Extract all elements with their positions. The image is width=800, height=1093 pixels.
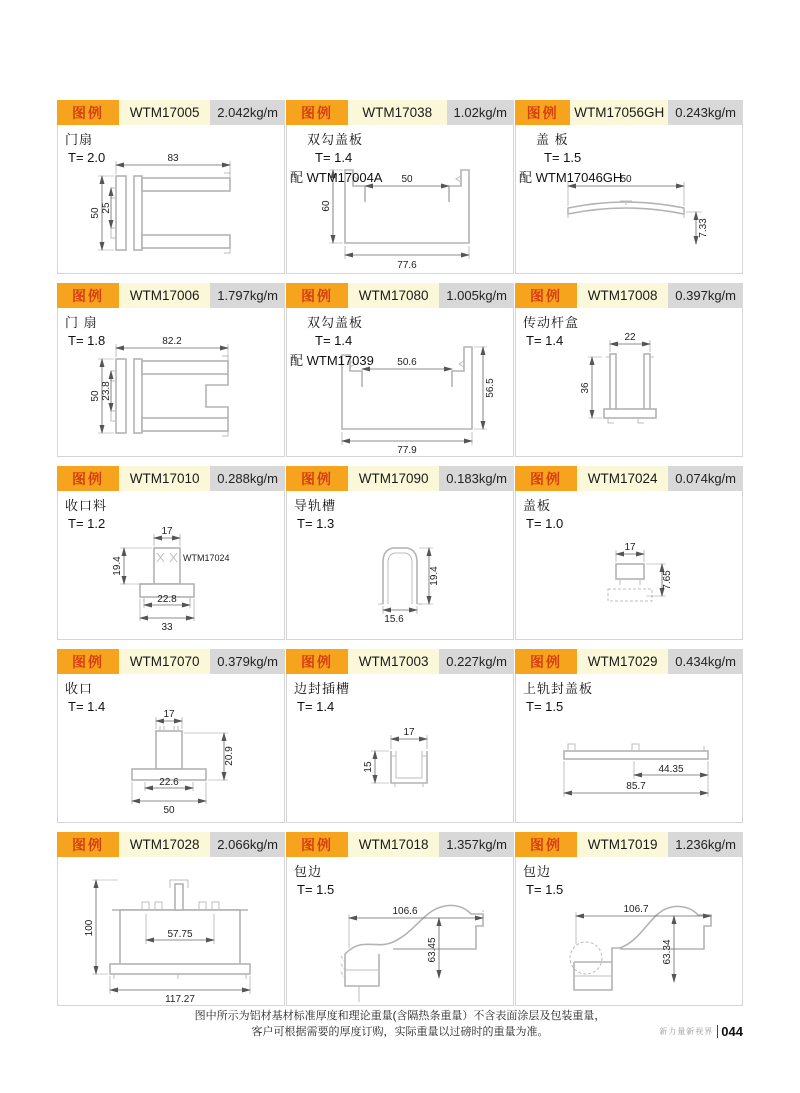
footer-note-line2: 客户可根据需要的厚度订购，实际重量以过磅时的重量为准。 <box>251 1026 549 1038</box>
profile-card <box>515 832 743 1006</box>
card-body <box>57 125 285 274</box>
profile-outline <box>378 548 422 604</box>
profile-name: 边封插槽 <box>294 681 351 696</box>
dimension-label: 33 <box>161 622 173 633</box>
legend-badge: 图例 <box>286 832 348 857</box>
profile-name: 门 扇 <box>65 315 98 330</box>
profile-grid <box>57 100 743 1006</box>
match-note: 配 WTM17004A <box>290 170 383 185</box>
legend-badge: 图例 <box>515 283 577 308</box>
profile-name: 传动杆盒 <box>523 315 580 330</box>
profile-card <box>515 100 743 274</box>
weight-value: 0.243kg/m <box>668 100 743 125</box>
card-body <box>286 308 514 457</box>
thickness-value: T= 1.4 <box>297 699 335 714</box>
dimension-label: 106.6 <box>392 906 418 917</box>
dimension-label: 25 <box>101 202 112 214</box>
profile-card <box>515 283 743 457</box>
model-number: WTM17003 <box>348 649 439 674</box>
profile-outline <box>608 564 652 601</box>
model-number: WTM17038 <box>348 100 447 125</box>
weight-value: 2.066kg/m <box>210 832 285 857</box>
model-number: WTM17018 <box>348 832 439 857</box>
profile-drawing <box>58 857 284 1005</box>
card-header <box>57 649 285 674</box>
footer-divider <box>717 1025 718 1038</box>
dimension-label: 117.27 <box>165 994 195 1005</box>
legend-badge: 图例 <box>286 466 348 491</box>
weight-value: 1.02kg/m <box>447 100 514 125</box>
profile-outline <box>564 744 708 759</box>
card-header <box>515 283 743 308</box>
card-header <box>286 649 514 674</box>
dimension-label: 60 <box>321 200 332 212</box>
thickness-value: T= 1.2 <box>68 516 106 531</box>
model-number: WTM17005 <box>119 100 210 125</box>
profile-outline <box>568 201 684 218</box>
dimension-label: 22.6 <box>159 777 179 788</box>
profile-name: 上轨封盖板 <box>523 681 594 696</box>
profile-card <box>515 466 743 640</box>
profile-card <box>57 100 285 274</box>
card-header <box>286 283 514 308</box>
weight-value: 0.183kg/m <box>439 466 514 491</box>
legend-badge: 图例 <box>57 100 119 125</box>
card-header <box>515 832 743 857</box>
dimension-label: 77.9 <box>397 445 417 456</box>
legend-badge: 图例 <box>57 283 119 308</box>
model-number: WTM17029 <box>577 649 668 674</box>
weight-value: 1.236kg/m <box>668 832 743 857</box>
thickness-value: T= 1.5 <box>544 150 582 165</box>
dimension-label: 44.35 <box>658 764 684 775</box>
dimension-label: 23.8 <box>101 381 112 401</box>
dimension-label: 50 <box>90 207 101 219</box>
thickness-value: T= 1.4 <box>315 150 353 165</box>
weight-value: 0.397kg/m <box>668 283 743 308</box>
profile-name: 双勾盖板 <box>307 315 364 330</box>
model-number: WTM17024 <box>577 466 668 491</box>
card-body <box>515 125 743 274</box>
thickness-value: T= 2.0 <box>68 150 106 165</box>
match-note: 配 WTM17046GH <box>519 170 623 185</box>
dimension-label: 50 <box>163 805 175 816</box>
dimension-label: 20.9 <box>224 746 235 766</box>
card-body <box>286 491 514 640</box>
legend-badge: 图例 <box>515 649 577 674</box>
dimension-label: 22 <box>624 332 636 343</box>
dimension-label: 15 <box>363 761 374 773</box>
weight-value: 1.797kg/m <box>210 283 285 308</box>
profile-card <box>57 466 285 640</box>
dimension-label: 100 <box>84 919 95 937</box>
thickness-value: T= 1.5 <box>297 882 335 897</box>
profile-card <box>57 283 285 457</box>
card-body <box>57 491 285 640</box>
model-number: WTM17010 <box>119 466 210 491</box>
thickness-value: T= 1.4 <box>315 333 353 348</box>
profile-card <box>57 649 285 823</box>
dimension-label: 36 <box>580 382 591 394</box>
profile-card <box>286 100 514 274</box>
profile-name: 收口料 <box>65 498 108 513</box>
dimension-label: 50 <box>90 390 101 402</box>
profile-card <box>515 649 743 823</box>
profile-name: 双勾盖板 <box>307 132 364 147</box>
dimension-label: 7.65 <box>662 570 673 590</box>
card-header <box>515 100 743 125</box>
dimension-label: 57.75 <box>167 929 193 940</box>
profile-card <box>286 649 514 823</box>
profile-name: 盖 板 <box>536 132 569 147</box>
weight-value: 0.434kg/m <box>668 649 743 674</box>
dimension-label: 19.4 <box>112 556 123 576</box>
model-number: WTM17056GH <box>570 100 668 125</box>
card-header <box>286 100 514 125</box>
weight-value: 1.357kg/m <box>439 832 514 857</box>
card-header <box>286 832 514 857</box>
legend-badge: 图例 <box>286 283 348 308</box>
legend-badge: 图例 <box>515 466 577 491</box>
card-header <box>515 649 743 674</box>
profile-outline <box>604 354 656 423</box>
dimension-label: 17 <box>403 727 415 738</box>
dimension-label: 7.33 <box>698 218 709 238</box>
footer-note-line1: 图中所示为铝材基材标准厚度和理论重量(含隔热条重量）不含表面涂层及包装重量， <box>194 1010 606 1022</box>
model-number: WTM17028 <box>119 832 210 857</box>
dimension-label: 17 <box>163 709 175 720</box>
thickness-value: T= 1.0 <box>526 516 564 531</box>
thickness-value: T= 1.5 <box>526 699 564 714</box>
thickness-value: T= 1.8 <box>68 333 106 348</box>
card-header <box>57 283 285 308</box>
card-body <box>515 857 743 1006</box>
page-number: 044 <box>721 1024 743 1039</box>
legend-badge: 图例 <box>57 466 119 491</box>
model-number: WTM17019 <box>577 832 668 857</box>
card-body <box>286 674 514 823</box>
dimension-label: 50.6 <box>397 357 417 368</box>
card-body <box>515 308 743 457</box>
match-note: 配 WTM17039 <box>290 353 374 368</box>
brand-text: 新力量新视界 <box>659 1027 714 1036</box>
card-header <box>57 466 285 491</box>
dimension-label: 56.5 <box>485 378 496 398</box>
card-body <box>286 857 514 1006</box>
profile-card <box>286 466 514 640</box>
profile-outline <box>341 905 483 1002</box>
dimension-label: 63.34 <box>662 939 673 965</box>
profile-outline <box>111 356 228 436</box>
profile-name: 包边 <box>294 864 323 879</box>
weight-value: 1.005kg/m <box>439 283 514 308</box>
profile-name: 导轨槽 <box>294 498 337 513</box>
dimension-label: 50 <box>620 174 632 185</box>
dimension-label: 15.6 <box>384 614 404 625</box>
profile-name: 门扇 <box>65 132 94 147</box>
weight-value: 0.379kg/m <box>210 649 285 674</box>
card-header <box>57 832 285 857</box>
dimension-label: 83 <box>167 153 179 164</box>
thickness-value: T= 1.4 <box>526 333 564 348</box>
card-header <box>286 466 514 491</box>
page-footer <box>659 1024 743 1039</box>
thickness-value: T= 1.5 <box>526 882 564 897</box>
profile-name: 包边 <box>523 864 552 879</box>
legend-badge: 图例 <box>57 832 119 857</box>
profile-card <box>286 283 514 457</box>
card-body <box>57 308 285 457</box>
weight-value: 2.042kg/m <box>210 100 285 125</box>
card-body <box>57 857 285 1006</box>
legend-badge: 图例 <box>515 100 570 125</box>
model-number: WTM17090 <box>348 466 439 491</box>
model-number: WTM17006 <box>119 283 210 308</box>
profile-name: 盖板 <box>523 498 552 513</box>
legend-badge: 图例 <box>57 649 119 674</box>
profile-outline <box>391 751 427 787</box>
weight-value: 0.227kg/m <box>439 649 514 674</box>
dimension-label: 77.6 <box>397 260 417 271</box>
legend-badge: 图例 <box>286 649 348 674</box>
profile-outline <box>570 906 711 990</box>
profile-outline <box>132 726 206 780</box>
card-header <box>515 466 743 491</box>
model-number: WTM17008 <box>577 283 668 308</box>
dimension-label: 63.45 <box>427 937 438 963</box>
legend-badge: 图例 <box>515 832 577 857</box>
profile-card <box>286 832 514 1006</box>
annotation-label: WTM17024 <box>183 553 230 563</box>
dimension-label: 106.7 <box>623 904 649 915</box>
card-body <box>286 125 514 274</box>
card-body <box>57 674 285 823</box>
dimension-label: 50 <box>401 174 413 185</box>
legend-badge: 图例 <box>286 100 348 125</box>
weight-value: 0.074kg/m <box>668 466 743 491</box>
card-header <box>57 100 285 125</box>
weight-value: 0.288kg/m <box>210 466 285 491</box>
dimension-label: 85.7 <box>626 781 646 792</box>
profile-outline <box>111 173 230 253</box>
dimension-label: 82.2 <box>162 336 182 347</box>
model-number: WTM17080 <box>348 283 439 308</box>
dimension-label: 19.4 <box>429 566 440 586</box>
thickness-value: T= 1.3 <box>297 516 335 531</box>
dimension-label: 22.8 <box>157 594 177 605</box>
profile-name: 收口 <box>65 681 94 696</box>
thickness-value: T= 1.4 <box>68 699 106 714</box>
dimension-label: 17 <box>161 526 173 537</box>
card-body <box>515 491 743 640</box>
profile-card <box>57 832 285 1006</box>
dimension-label: 17 <box>624 542 636 553</box>
model-number: WTM17070 <box>119 649 210 674</box>
card-body <box>515 674 743 823</box>
